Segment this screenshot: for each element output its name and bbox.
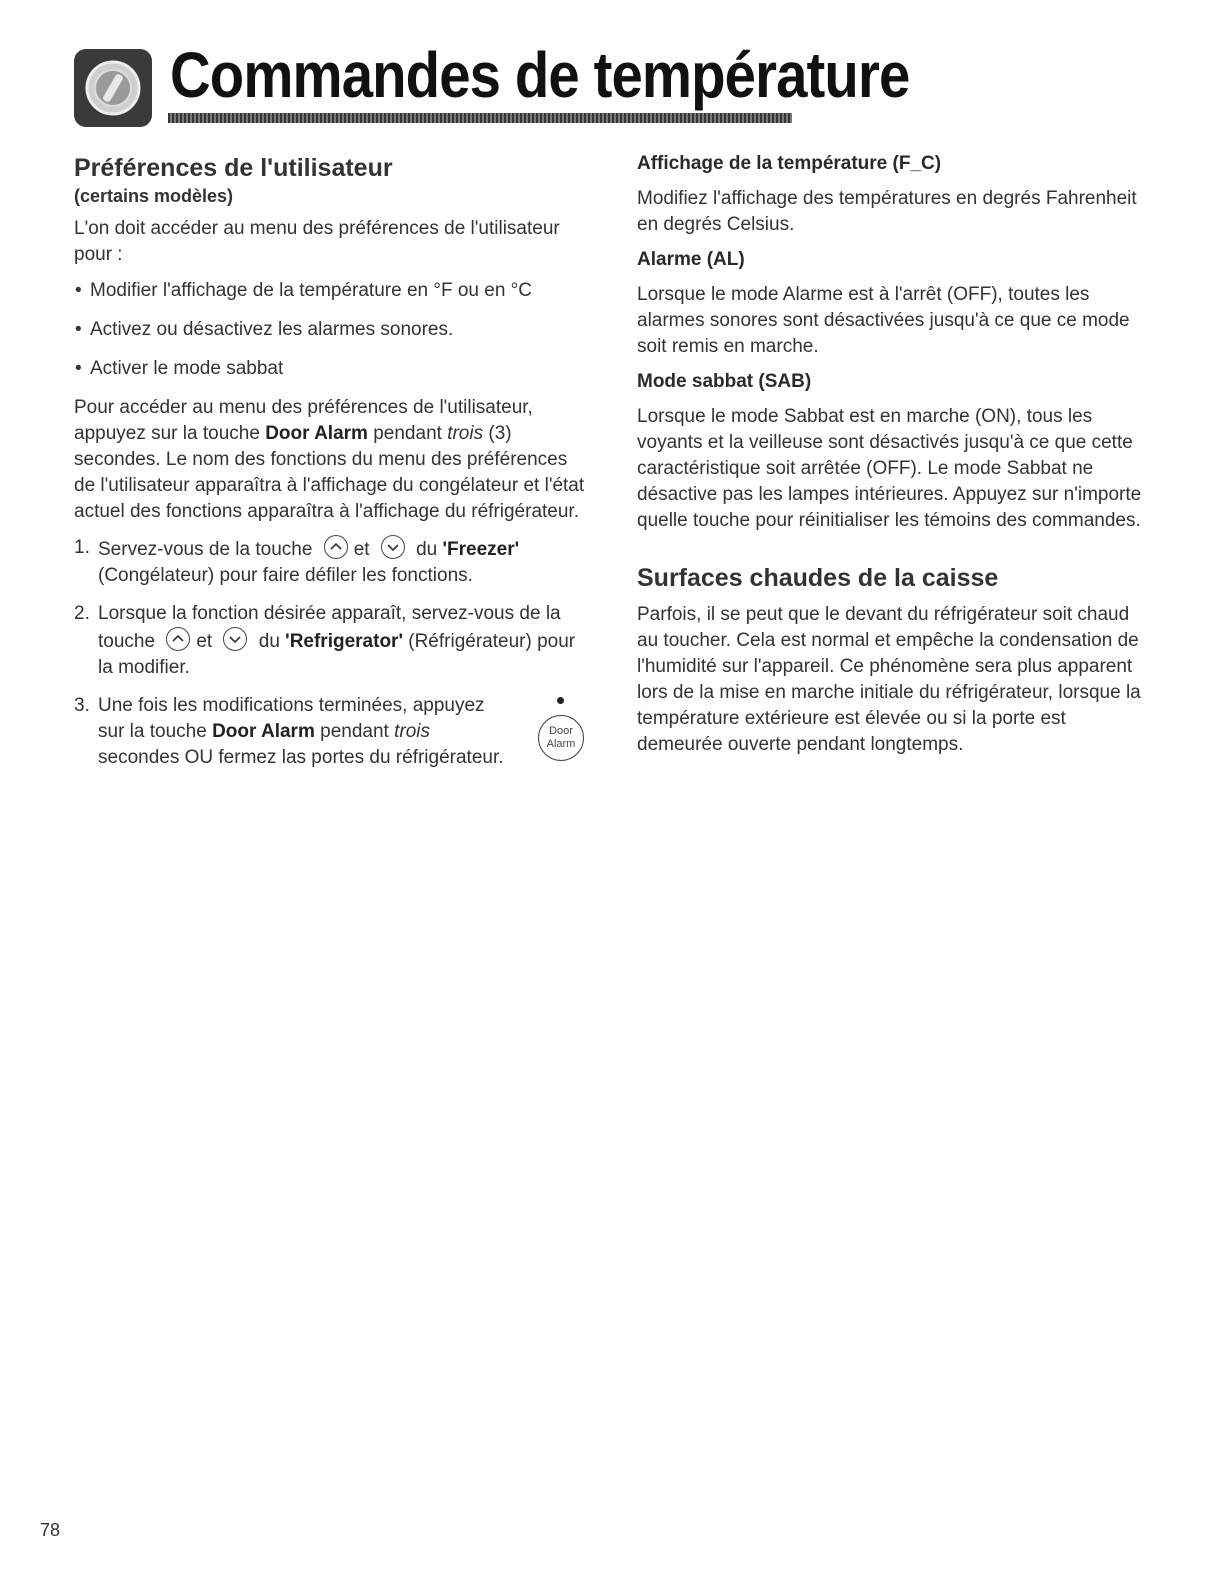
intro-paragraph: L'on doit accéder au menu des préférences de l'utilisateur pour : (74, 218, 560, 265)
hot-surfaces-text: Parfois, il se peut que le devant du réfrigérateur soit chaud au toucher. Cela est normal et empêche la condensation de l'humidité sur l'appareil. Ce phénomène sera plus apparent lors de la mise en marche initiale du réfrigérateur, lorsque la température extérieure est élevée ou si la porte est demeurée ouverte pendant longtemps. (637, 604, 1141, 755)
up-arrow-icon (166, 627, 190, 651)
alarm-text: Lorsque le mode Alarme est à l'arrêt (OFF), toutes les alarmes sonores sont désactivées jusqu'à ce que ce mode soit remis en marche. (637, 284, 1130, 357)
list-item: • Activez ou désactivez les alarmes sonores. (75, 319, 454, 340)
alarm-heading: Alarme (AL) (637, 249, 745, 270)
up-arrow-icon (324, 535, 348, 559)
title-underline (168, 113, 792, 123)
sabbath-mode-text: Lorsque le mode Sabbat est en marche (ON), tous les voyants et la veilleuse sont désactivés jusqu'à ce que cette caractéristique soit arrêtée (OFF). Le mode Sabbat ne désactive pas les lampes intérieures. Appuyez sur n'importe quelle touche pour réinitialiser les témoins des commandes. (637, 406, 1142, 531)
access-paragraph: Pour accéder au menu des préférences de l'utilisateur, appuyez sur la touche Door Alarm pendant trois (3) secondes. Le nom des fonctions du menu des préférences de l'utilisateur apparaîtra à l'affichage du congélateur et l'état actuel des fonctions apparaîtra à l'affichage du réfrigérateur. (74, 397, 585, 522)
down-arrow-icon (381, 535, 405, 559)
page-number: 78 (40, 1520, 61, 1540)
temperature-dial-icon (74, 49, 152, 127)
step-item: 3. Une fois les modifications terminées, appuyez sur la touche Door Alarm pendant trois secondes OU fermez las portes du réfrigérateur. Door Alarm (74, 693, 586, 771)
list-item: • Modifier l'affichage de la température en °F ou en °C (75, 280, 532, 301)
preferences-list (74, 278, 586, 382)
temperature-display-heading: Affichage de la température (F_C) (637, 153, 942, 174)
left-column (74, 152, 586, 783)
steps-list (74, 535, 586, 771)
page-title: Commandes de température (170, 39, 910, 111)
sabbath-mode-heading: Mode sabbat (SAB) (637, 371, 812, 392)
door-alarm-button-icon: Door Alarm (538, 697, 584, 765)
step-item: 1. Servez-vous de la touche et du 'Freezer' (Congélateur) pour faire défiler les fonctions. (74, 537, 520, 586)
temperature-display-text: Modifiez l'affichage des températures en degrés Fahrenheit en degrés Celsius. (637, 188, 1137, 235)
right-column (637, 152, 1152, 768)
hot-surfaces-heading: Surfaces chaudes de la caisse (637, 564, 999, 592)
user-preferences-subheading: (certains modèles) (74, 186, 234, 206)
step-item: 2. Lorsque la fonction désirée apparaît, servez-vous de la touche et du 'Refrigerator' (Réfrigérateur) pour la modifier. (74, 603, 576, 678)
user-preferences-heading: Préférences de l'utilisateur (74, 154, 393, 182)
down-arrow-icon (223, 627, 247, 651)
list-item: • Activer le mode sabbat (75, 358, 284, 379)
indicator-light-icon (557, 697, 564, 704)
